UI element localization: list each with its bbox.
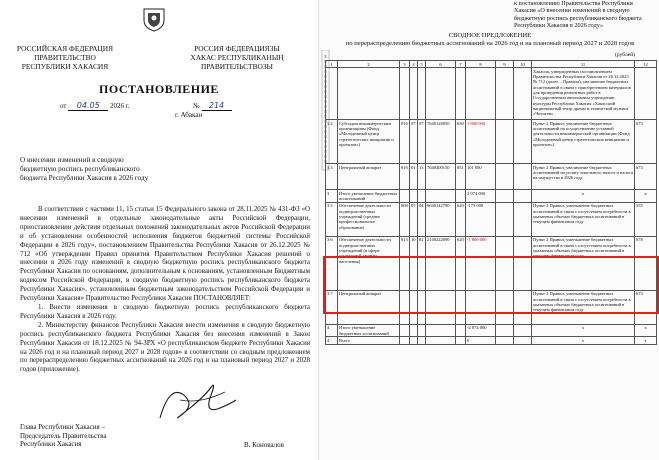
table-row: 3.7 Центральный аппарат Пункт 2 Правил; уменьшение бюджетных ассигнований в связи с отсутствием потребности в указанных объемах бюджетных ассигнований в текущем финансовом году 673 xyxy=(326,290,657,324)
appendix-title: СВОДНОЕ ПРЕДЛОЖЕНИЕ по перераспределению бюджетных ассигнований на 2026 год и на плановый период 2027 и 2028 годов xyxy=(345,32,635,47)
table-row: Хакасия, утвержденных постановлением Правительства Республики Хакасия от 26.12.2025 № 712 (далее – Правила); увеличение бюджетных ассигнований в связи с приобретением материалов для проведения ремонтных работ в Государственном автономном учреждении культуры Республики Хакасия «Хакасский национальный театр драмы и этнической музыки «Читиген» xyxy=(326,68,657,120)
body-paragraph: В соответствии с частями 11, 15 статьи 15 Федерального закона от 28.11.2025 № 431-ФЗ «О внесении изменений в отдельные законодательные акты Российской Федерации, приостановлении действия отдельных положений законодательных актов Российской Федерации и об установлении особенностей исполнения бюджетов бюджетной системы Российской Федерации в 2026 году», постановлением Правительства Республики Хакасия от 26.12.2025 № 712 «Об утверждении Правил принятия Правительством Республики Хакасия решений о внесении в 2026 году изменений в сводную бюджетную роспись республиканского бюджета Республики Хакасия по основаниям, дополнительным к основаниям, установленным Бюджетным кодексом Российской Федерации, в сводную бюджетную роспись республиканского бюджета Республики Хакасия», установленным бюджетным законодательством Российской Федерации и Республики Хакасия» Правительство Республики Хакасия ПОСТАНОВЛЯЕТ: xyxy=(20,206,310,303)
decree-subject: О внесении изменений в сводную бюджетную роспись республиканского бюджета Республики Хакасия в 2026 году xyxy=(20,156,149,182)
table-row: 4 Итого уменьшение бюджетных ассигнований -2 074 000 x x xyxy=(326,324,657,337)
table-row: 3.3 Центральный аппарат 816 01 13 7640400150 851 101 000 Пункт 2 Правил; увеличение бюджетных ассигнований на уплату земельного налога и налога на имущество в 2026 году 673 xyxy=(326,164,657,190)
body-paragraph: 2. Министерству финансов Республики Хакасия внести изменения в сводную бюджетную роспись республиканского бюджета Республики Хакасия без внесения изменений в Закон Республики Хакасия от 18.12.2025 № 94-ЗРХ «О республиканском бюджете Республики Хакасия на 2026 год и на плановый период 2027 и 2028 годов» в соответствии со сводным предложением по перераспределению бюджетных ассигнований на 2026 год и на плановый период 2027 и 2028 годов (приложение). xyxy=(20,321,310,374)
table-header-row: 1 2 3 4 5 6 7 8 9 10 11 12 xyxy=(326,61,657,68)
org-name-khakas: РОССИЯ ФЕДЕРАЦИЯЗЫ ХАКАС РЕСПУБЛИКАНЫҢ ПРАВИТЕЛЬСТВОЗЫ xyxy=(190,44,284,71)
decree-page xyxy=(0,0,318,460)
handwritten-date: 04.05 xyxy=(68,101,108,111)
handwritten-number: 214 xyxy=(202,101,232,111)
appendix-page xyxy=(318,0,659,460)
table-row: 3.2 Субсидии некоммерческим организациям (Фонд «Молодежный центр стратегических инициатив и проектов») 816 07 07 7640128050 630 1 800 000 Пункт 2 Правил; увеличение бюджетных ассигнований на осуществление уставной деятельности некоммерческой организации (Фонд «Молодежный центр стратегических инициатив и проектов») 673 xyxy=(326,120,657,164)
coat-of-arms-emblem xyxy=(142,6,166,32)
document-title: ПОСТАНОВЛЕНИЕ xyxy=(99,82,219,96)
table-row: 3.5 Обеспечение деятельности подведомственных учреждений (среднее профессиональное образование) 808 07 04 6640142790 620 -173 000 Пункт 2 Правил; уменьшение бюджетных ассигнований в связи с отсутствием потребности в указанных объемах бюджетных ассигнований в текущем финансовом году 555 xyxy=(326,202,657,236)
table-row: 3 Итого увеличение бюджетных ассигнований 2 074 000 x x xyxy=(326,190,657,203)
signatory-title: Глава Республики Хакасия – Председатель Правительства Республики Хакасия xyxy=(20,423,107,449)
body-paragraph: 1. Внести изменения в сводную бюджетную роспись республиканского бюджета Республики Хакасия в 2026 году. xyxy=(20,303,310,320)
city: г. Абакан xyxy=(175,111,203,119)
handwritten-signature xyxy=(150,378,240,428)
table-row: 4 Всего 0 x x xyxy=(326,337,657,345)
decree-body xyxy=(20,206,310,375)
highlight-frame xyxy=(323,256,659,314)
signatory-name: В. Коновалов xyxy=(244,441,284,449)
org-name-russian: РОССИЙСКАЯ ФЕДЕРАЦИЯ ПРАВИТЕЛЬСТВО РЕСПУБЛИКИ ХАКАСИЯ xyxy=(16,44,114,71)
date-line: от 04.05 2026 г. № 214 xyxy=(60,101,232,111)
unit-label: (рублей) xyxy=(615,52,636,58)
table-row-highlighted: 3.6 Обеспечение деятельности подведомственных учреждений (в сфере социальной защиты населения) 813 10 02 2140222090 620 -1 800 000 Пункт 2 Правил; уменьшение бюджетных ассигнований в связи с отсутствием потребности в указанных объемах бюджетных ассигнований в текущем финансовом году 678 xyxy=(326,236,657,290)
appendix-note: к постановлению Правительства Республики Хакасия «О внесении изменений в сводную бюджетную роспись республиканского бюджета Республики Хакасия в 2026 году» xyxy=(514,0,642,30)
